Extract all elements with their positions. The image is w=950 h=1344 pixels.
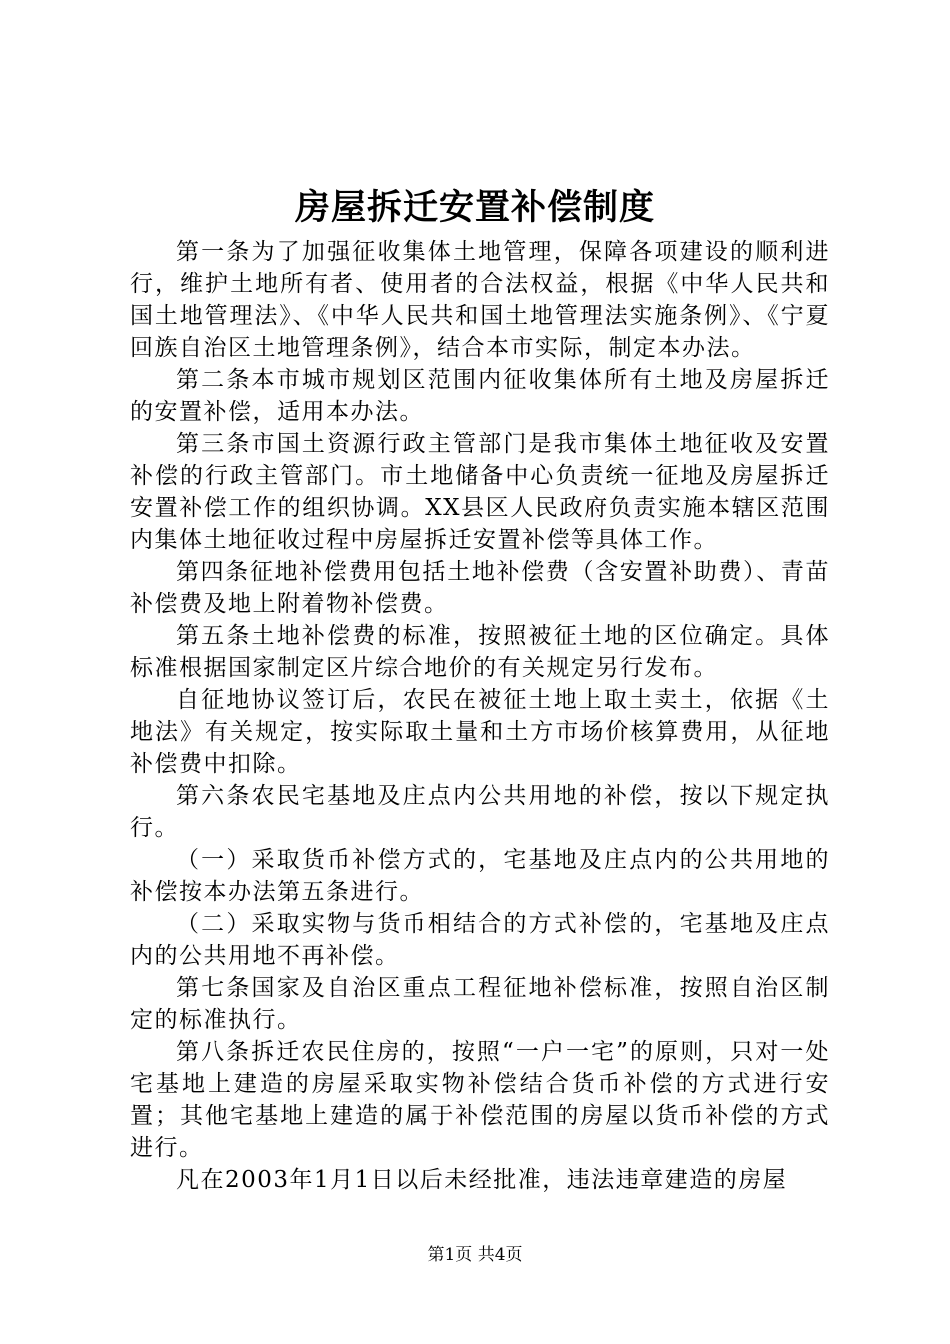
paragraph-article-5: 第五条土地补偿费的标准，按照被征土地的区位确定。具体标准根据国家制定区片综合地价的有关规定另行发布。 <box>130 623 830 681</box>
paragraph-article-6-item-2: （二）采取实物与货币相结合的方式补偿的，宅基地及庄点内的公共用地不再补偿。 <box>130 911 830 969</box>
paragraph-article-4: 第四条征地补偿费用包括土地补偿费（含安置补助费）、青苗补偿费及地上附着物补偿费。 <box>130 559 830 617</box>
document-body <box>130 236 830 1196</box>
paragraph-article-8-note: 凡在2003年1月1日以后未经批准，违法违章建造的房屋 <box>176 1167 788 1193</box>
page-number-footer: 第1页 共4页 <box>427 1245 523 1265</box>
paragraph-article-7: 第七条国家及自治区重点工程征地补偿标准，按照自治区制定的标准执行。 <box>130 975 830 1033</box>
paragraph-article-6: 第六条农民宅基地及庄点内公共用地的补偿，按以下规定执行。 <box>130 783 830 841</box>
paragraph-article-6-item-1: （一）采取货币补偿方式的，宅基地及庄点内的公共用地的补偿按本办法第五条进行。 <box>130 847 830 905</box>
paragraph-article-2: 第二条本市城市规划区范围内征收集体所有土地及房屋拆迁的安置补偿，适用本办法。 <box>130 367 830 425</box>
document-title: 房屋拆迁安置补偿制度 <box>294 187 655 228</box>
paragraph-article-8: 第八条拆迁农民住房的，按照“一户一宅”的原则，只对一处宅基地上建造的房屋采取实物补偿结合货币补偿的方式进行安置；其他宅基地上建造的属于补偿范围的房屋以货币补偿的方式进行。 <box>130 1039 830 1161</box>
paragraph-article-1: 第一条为了加强征收集体土地管理，保障各项建设的顺利进行，维护土地所有者、使用者的合法权益，根据《中华人民共和国土地管理法》、《中华人民共和国土地管理法实施条例》、《宁夏回族自治区土地管理条例》，结合本市实际，制定本办法。 <box>130 239 830 361</box>
paragraph-article-3: 第三条市国土资源行政主管部门是我市集体土地征收及安置补偿的行政主管部门。市土地储备中心负责统一征地及房屋拆迁安置补偿工作的组织协调。XX县区人民政府负责实施本辖区范围内集体土地征收过程中房屋拆迁安置补偿等具体工作。 <box>130 431 830 553</box>
paragraph-article-5-note: 自征地协议签订后，农民在被征土地上取土卖土，依据《土地法》有关规定，按实际取土量和土方市场价核算费用，从征地补偿费中扣除。 <box>130 687 830 777</box>
